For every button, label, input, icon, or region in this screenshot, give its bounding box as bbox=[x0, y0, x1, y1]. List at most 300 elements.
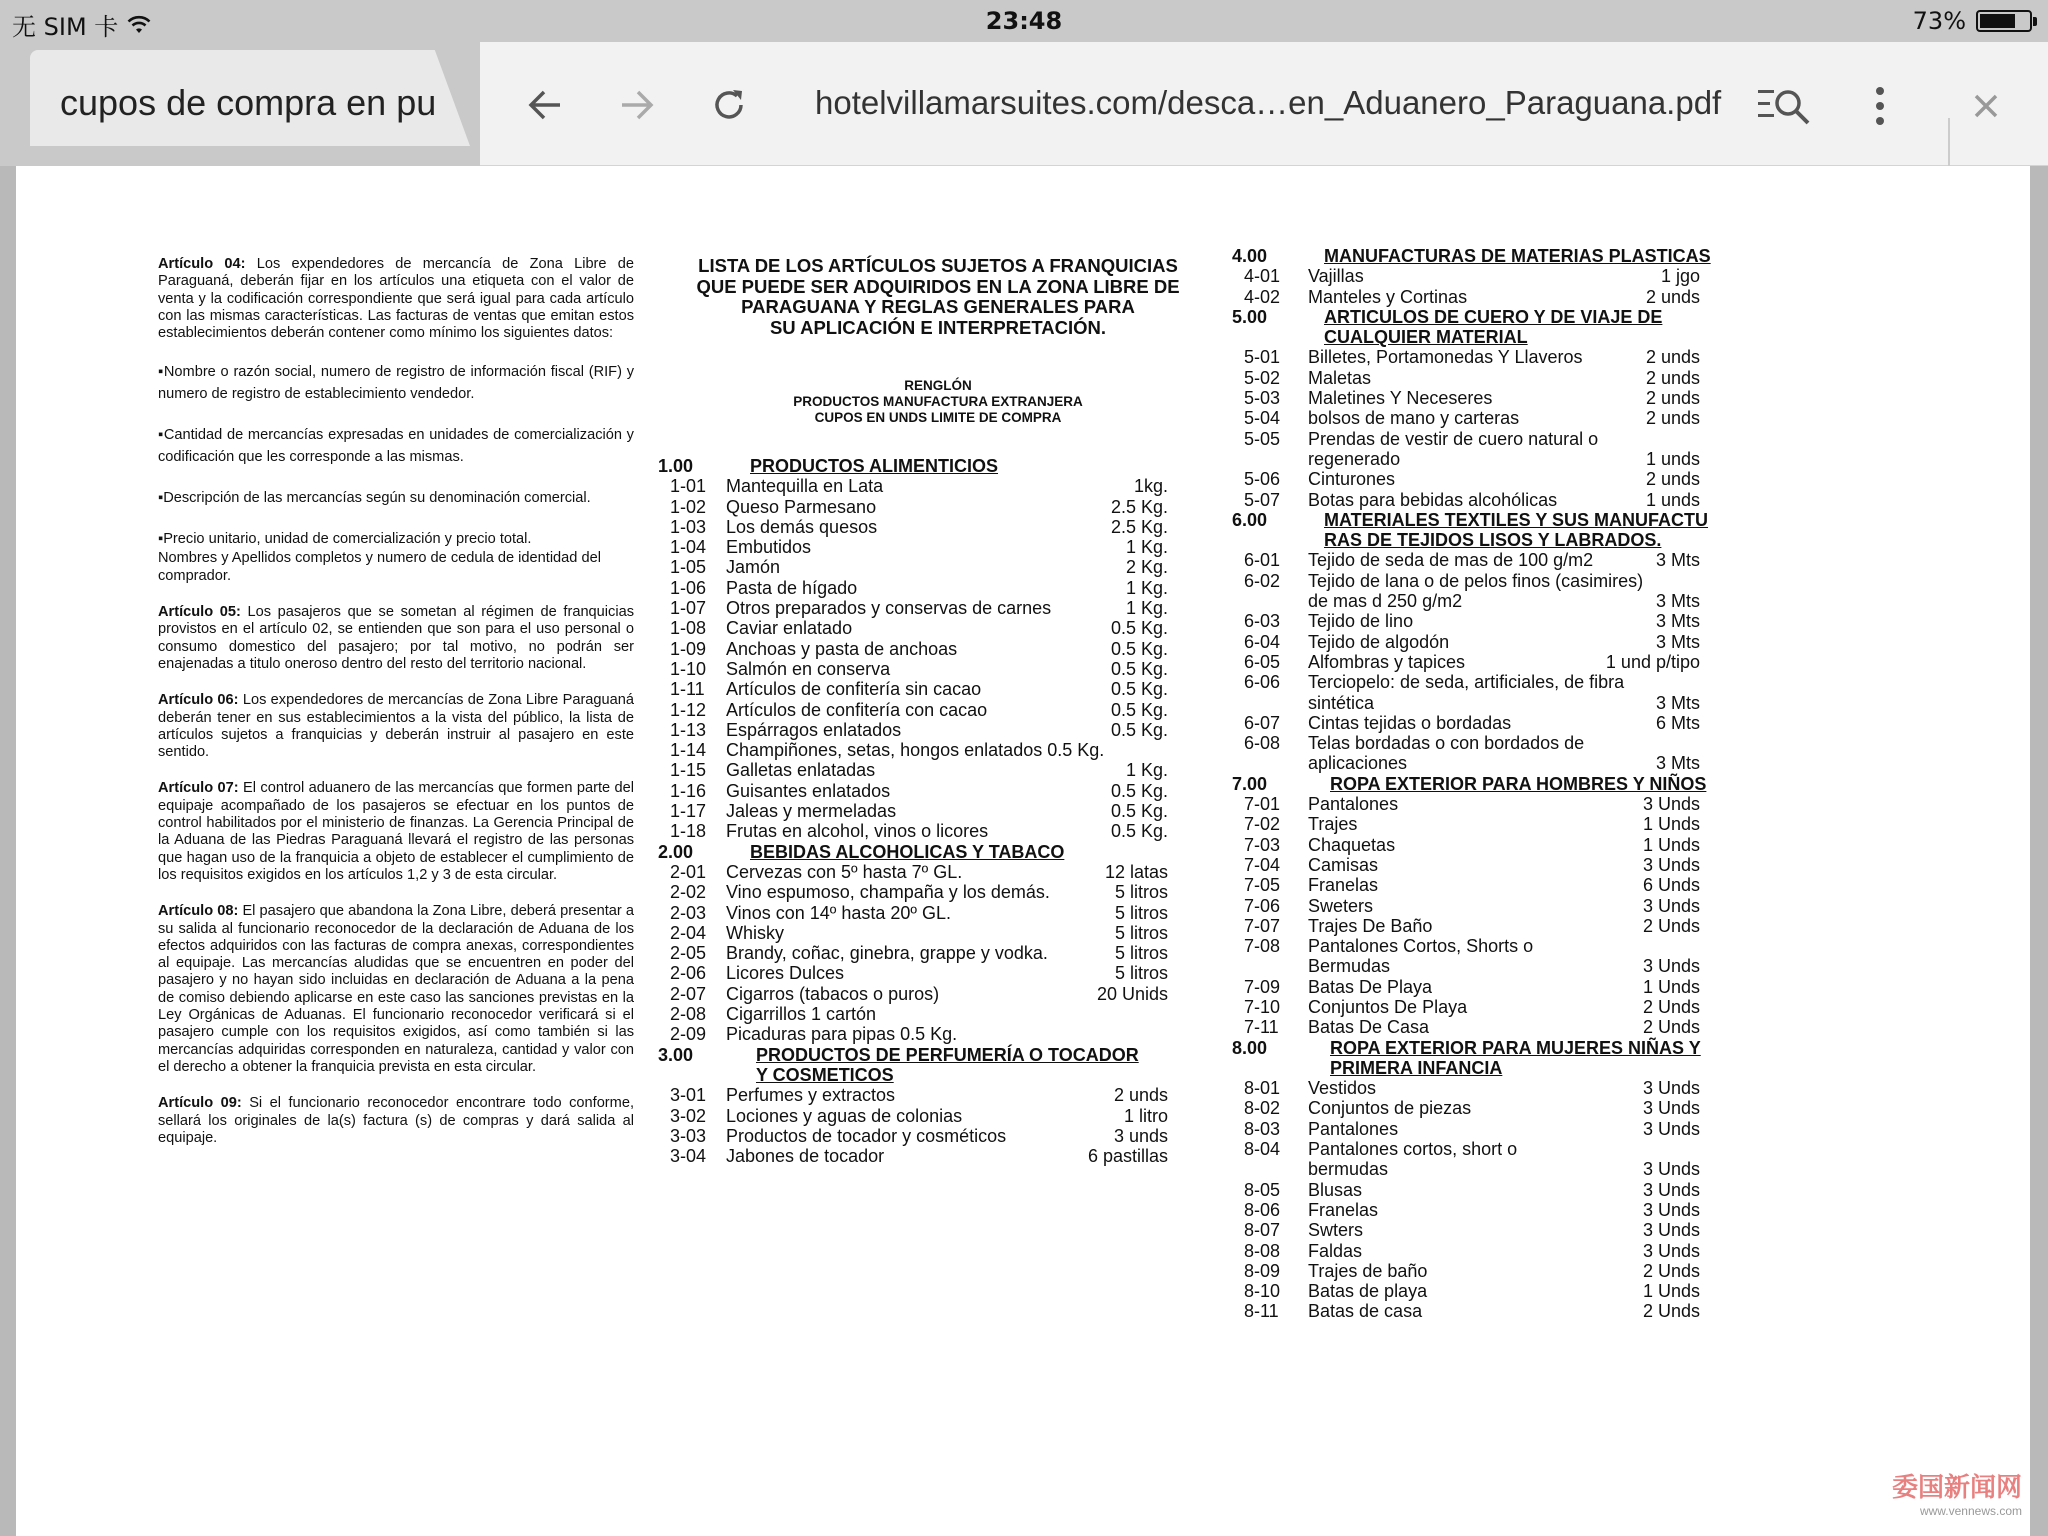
item-quantity: 3 Unds bbox=[1642, 1240, 1700, 1261]
list-item bbox=[1232, 916, 1700, 936]
article-heading: Artículo 06: bbox=[158, 692, 239, 709]
item-code: 5-02 bbox=[1244, 367, 1281, 388]
item-description: Brandy, coñac, ginebra, grappe y vodka. bbox=[726, 943, 1048, 964]
section-number: 5.00 bbox=[1232, 306, 1268, 327]
list-item bbox=[1232, 632, 1700, 652]
item-description: Perfumes y extractos bbox=[726, 1085, 896, 1106]
item-code: 6-05 bbox=[1244, 651, 1281, 672]
item-quantity: 3 Mts bbox=[1655, 591, 1700, 612]
list-item bbox=[1232, 896, 1700, 916]
section-heading bbox=[1232, 307, 1700, 327]
item-quantity: 1 Kg. bbox=[1125, 598, 1168, 619]
item-code: 6-02 bbox=[1244, 570, 1281, 591]
list-item bbox=[1232, 693, 1700, 713]
item-description: Caviar enlatado bbox=[726, 618, 853, 639]
item-description: Pantalones bbox=[1308, 1118, 1399, 1139]
item-description: Cigarrillos 1 cartón bbox=[726, 1004, 877, 1025]
item-quantity: 2 Kg. bbox=[1125, 557, 1168, 578]
section-heading bbox=[658, 1045, 1168, 1065]
find-in-page-icon[interactable] bbox=[1756, 84, 1814, 128]
list-item bbox=[658, 903, 1168, 923]
item-quantity: 2 unds bbox=[1645, 388, 1700, 409]
item-code: 5-01 bbox=[1244, 347, 1281, 368]
item-description: Jabones de tocador bbox=[726, 1146, 885, 1167]
item-code: 2-06 bbox=[670, 963, 707, 984]
item-quantity: 2 unds bbox=[1645, 286, 1700, 307]
item-code: 7-09 bbox=[1244, 976, 1281, 997]
item-description: Batas De Playa bbox=[1308, 976, 1433, 997]
item-description: Queso Parmesano bbox=[726, 496, 877, 517]
title-line: QUE PUEDE SER ADQUIRIDOS EN LA ZONA LIBRE DE bbox=[696, 275, 1180, 297]
section-heading bbox=[1232, 773, 1707, 794]
list-item bbox=[658, 659, 1168, 679]
item-description: Otros preparados y conservas de carnes bbox=[726, 598, 1052, 619]
item-description: Blusas bbox=[1308, 1179, 1363, 1200]
item-quantity: 3 Unds bbox=[1642, 854, 1700, 875]
item-quantity: 3 Unds bbox=[1642, 1098, 1700, 1119]
list-item bbox=[1232, 1241, 1700, 1261]
article-05 bbox=[158, 604, 634, 673]
bullet-item: ▪Cantidad de mercancías expresadas en unidades de comercialización y codificación que les corresponde a las mismas. bbox=[158, 427, 634, 466]
item-quantity: 3 Unds bbox=[1642, 1220, 1700, 1241]
item-quantity: 2 unds bbox=[1645, 469, 1700, 490]
item-quantity: 1kg. bbox=[1133, 476, 1168, 497]
item-quantity: 2 unds bbox=[1645, 408, 1700, 429]
list-item bbox=[1232, 1078, 1700, 1098]
list-column-right bbox=[1232, 246, 1732, 1322]
item-code: 8-09 bbox=[1244, 1260, 1281, 1281]
browser-toolbar bbox=[0, 42, 2048, 166]
item-description: Los demás quesos bbox=[726, 516, 878, 537]
list-item bbox=[658, 517, 1168, 537]
item-code: 8-03 bbox=[1244, 1118, 1281, 1139]
bullet-item: ▪Precio unitario, unidad de comercialización y precio total. bbox=[158, 531, 532, 548]
item-quantity: 2 Unds bbox=[1642, 996, 1700, 1017]
item-code: 6-06 bbox=[1244, 672, 1281, 693]
list-item bbox=[1232, 1301, 1700, 1321]
item-description: Alfombras y tapices bbox=[1308, 651, 1466, 672]
list-item bbox=[1232, 1261, 1700, 1281]
item-quantity: 0.5 Kg. bbox=[1110, 719, 1168, 740]
item-description: bolsos de mano y carteras bbox=[1308, 408, 1520, 429]
list-item bbox=[1232, 1200, 1700, 1220]
item-code: 2-03 bbox=[670, 902, 707, 923]
list-item bbox=[658, 760, 1168, 780]
item-description: Conjuntos de piezas bbox=[1308, 1098, 1472, 1119]
article-06 bbox=[158, 692, 634, 761]
item-description: Sweters bbox=[1308, 895, 1374, 916]
section-title: ARTICULOS DE CUERO Y DE VIAJE DE bbox=[1324, 306, 1663, 327]
list-item bbox=[1232, 388, 1700, 408]
item-quantity: 2 Unds bbox=[1642, 1017, 1700, 1038]
item-description: Camisas bbox=[1308, 854, 1379, 875]
list-item bbox=[658, 882, 1168, 902]
section-title: ROPA EXTERIOR PARA HOMBRES Y NIÑOS bbox=[1330, 773, 1707, 794]
list-item bbox=[1232, 1220, 1700, 1240]
item-code: 1-07 bbox=[670, 598, 707, 619]
bullet-item: ▪Nombre o razón social, numero de registro de información fiscal (RIF) y numero de registro de establecimiento vendedor. bbox=[158, 364, 634, 403]
item-description: Faldas bbox=[1308, 1240, 1363, 1261]
section-items bbox=[1232, 550, 1700, 773]
item-code: 5-05 bbox=[1244, 428, 1281, 449]
item-quantity: 0.5 Kg. bbox=[1110, 801, 1168, 822]
item-code: 2-08 bbox=[670, 1004, 707, 1025]
item-code: 2-09 bbox=[670, 1024, 707, 1045]
section-title: RAS DE TEJIDOS LISOS Y LABRADOS. bbox=[1324, 530, 1662, 551]
section-number: 4.00 bbox=[1232, 246, 1268, 266]
list-item bbox=[658, 923, 1168, 943]
item-quantity: 2.5 Kg. bbox=[1110, 516, 1168, 537]
item-code: 3-01 bbox=[670, 1085, 707, 1106]
item-code: 5-06 bbox=[1244, 469, 1281, 490]
article-heading: Artículo 08: bbox=[158, 903, 239, 920]
list-item bbox=[658, 598, 1168, 618]
item-code: 1-03 bbox=[670, 516, 707, 537]
list-column-middle bbox=[658, 256, 1198, 1166]
item-quantity: 5 litros bbox=[1114, 963, 1168, 984]
section-title: PRODUCTOS DE PERFUMERÍA O TOCADOR bbox=[756, 1044, 1139, 1065]
list-item bbox=[1232, 1180, 1700, 1200]
item-code: 1-11 bbox=[670, 679, 705, 700]
article-04 bbox=[158, 256, 634, 342]
item-description: Guisantes enlatados bbox=[726, 780, 891, 801]
renglon-line: RENGLÓN bbox=[904, 378, 972, 393]
list-item bbox=[1232, 936, 1700, 956]
list-item bbox=[1232, 875, 1700, 895]
url-bar[interactable]: hotelvillamarsuites.com/desca…en_Aduanero_Paraguana.pdf bbox=[815, 84, 1722, 121]
item-description: Prendas de vestir de cuero natural o bbox=[1308, 428, 1599, 449]
list-item bbox=[1232, 266, 1700, 286]
item-quantity: 0.5 Kg. bbox=[1110, 699, 1168, 720]
list-item bbox=[658, 1004, 1168, 1024]
item-code: 7-03 bbox=[1244, 834, 1281, 855]
item-description: Batas de casa bbox=[1308, 1301, 1423, 1322]
item-quantity: 3 Unds bbox=[1642, 1078, 1700, 1099]
bullet-text: Precio unitario, unidad de comercialización y precio total. bbox=[163, 531, 532, 548]
section-heading bbox=[1232, 1038, 1700, 1058]
item-code: 7-05 bbox=[1244, 875, 1281, 896]
item-description: Galletas enlatadas bbox=[726, 760, 876, 781]
item-quantity: 20 Unids bbox=[1096, 983, 1168, 1004]
article-text: El control aduanero de las mercancías que formen parte del equipaje acompañado de los pasajeros se efectuar en los puntos de control habilitados por el ministerio de finanzas. La Gerencia Principal de la Aduana de las Piedras Paraguaná llevará el registro de las personas que hagan uso de la franquicia a objeto de establecer el cumplimiento de los requisitos exigidos en los artículos 1,2 y 3 de esta circular. bbox=[158, 780, 634, 883]
item-code: 1-02 bbox=[670, 496, 707, 517]
list-item bbox=[658, 497, 1168, 517]
battery-fill bbox=[1980, 14, 2015, 28]
item-quantity: 1 jgo bbox=[1660, 266, 1700, 287]
list-item bbox=[1232, 469, 1700, 489]
list-item bbox=[658, 720, 1168, 740]
section-number: 2.00 bbox=[658, 841, 694, 862]
list-item bbox=[1232, 794, 1700, 814]
item-description: Trajes De Baño bbox=[1308, 915, 1433, 936]
item-quantity: 5 litros bbox=[1114, 902, 1168, 923]
list-item bbox=[658, 801, 1168, 821]
section-title: CUALQUIER MATERIAL bbox=[1324, 327, 1528, 348]
item-description: sintética bbox=[1308, 692, 1375, 713]
forward-arrow-icon[interactable] bbox=[612, 82, 662, 132]
item-description: Champiñones, setas, hongos enlatados 0.5 Kg. bbox=[726, 740, 1105, 761]
article-text: El pasajero que abandona la Zona Libre, deberá presentar a su salida al funcionario reconocedor de la declaración de Aduana de los efectos adquiridos con las facturas de compra anexas, correspondientes al equipaje. Las mercancías aludidas que se encuentren en poder del pasajero y no hayan sido incluidas en declaración de Aduana a la pena de comiso debiendo aplicarse en este caso las sanciones previstas en la Ley Orgánicas de Aduanas. El funcionario reconocedor verificará si el pasajero cumple con los requisitos exigidos, así como también si las mercancías adquiridas corresponden en naturaleza, cantidad y valor con el derecho a obtener la franquicia prevista en esta circular. bbox=[158, 903, 635, 1075]
list-item bbox=[1232, 1281, 1700, 1301]
list-item bbox=[658, 963, 1168, 983]
item-description: Billetes, Portamonedas Y Llaveros bbox=[1308, 347, 1583, 368]
item-quantity: 3 Mts bbox=[1655, 550, 1700, 571]
item-description: Franelas bbox=[1308, 875, 1379, 896]
item-quantity: 2 Unds bbox=[1642, 1260, 1700, 1281]
item-description: regenerado bbox=[1308, 448, 1401, 469]
list-item bbox=[1232, 977, 1700, 997]
section-heading bbox=[658, 456, 1168, 476]
list-item bbox=[658, 781, 1168, 801]
item-description: Artículos de confitería con cacao bbox=[726, 699, 988, 720]
item-code: 6-08 bbox=[1244, 733, 1281, 754]
item-code: 5-07 bbox=[1244, 489, 1281, 510]
item-description: Pantalones bbox=[1308, 794, 1399, 815]
status-bar bbox=[0, 0, 2048, 42]
section-number: 3.00 bbox=[658, 1044, 694, 1065]
list-item bbox=[1232, 956, 1700, 976]
list-item bbox=[658, 537, 1168, 557]
item-description: Swters bbox=[1308, 1220, 1364, 1241]
pdf-page bbox=[16, 166, 2030, 1536]
status-right bbox=[1913, 7, 2032, 35]
section-title: Y COSMETICOS bbox=[756, 1064, 894, 1085]
bullet-item: ▪Descripción de las mercancías según su denominación comercial. bbox=[158, 490, 591, 507]
item-code: 1-09 bbox=[670, 638, 707, 659]
section-title: MATERIALES TEXTILES Y SUS MANUFACTU bbox=[1324, 509, 1709, 530]
bullet-text: Nombre o razón social, numero de registro de información fiscal (RIF) y numero de registro de establecimiento vendedor. bbox=[158, 364, 634, 403]
item-quantity: 1 und p/tipo bbox=[1605, 651, 1700, 672]
section-heading-continued bbox=[1232, 327, 1700, 347]
list-item bbox=[1232, 1017, 1700, 1037]
item-quantity: 3 Mts bbox=[1655, 611, 1700, 632]
item-code: 8-01 bbox=[1244, 1078, 1281, 1099]
list-item bbox=[1232, 368, 1700, 388]
battery-icon bbox=[1976, 10, 2032, 32]
item-description: Cigarros (tabacos o puros) bbox=[726, 983, 940, 1004]
section-title: ROPA EXTERIOR PARA MUJERES NIÑAS Y bbox=[1330, 1037, 1701, 1058]
list-item bbox=[658, 557, 1168, 577]
item-quantity: 1 Kg. bbox=[1125, 760, 1168, 781]
list-item bbox=[1232, 611, 1700, 631]
item-description: Jamón bbox=[726, 557, 781, 578]
item-quantity: 1 Unds bbox=[1642, 834, 1700, 855]
section-title: PRODUCTOS ALIMENTICIOS bbox=[750, 456, 999, 476]
item-code: 5-04 bbox=[1244, 408, 1281, 429]
item-code: 1-08 bbox=[670, 618, 707, 639]
item-quantity: 1 litro bbox=[1123, 1105, 1168, 1126]
list-item bbox=[1232, 408, 1700, 428]
item-quantity: 6 pastillas bbox=[1087, 1146, 1168, 1167]
list-item bbox=[658, 639, 1168, 659]
section-heading bbox=[658, 842, 1168, 862]
list-item bbox=[1232, 1119, 1700, 1139]
item-code: 6-01 bbox=[1244, 550, 1281, 571]
section-title: BEBIDAS ALCOHOLICAS Y TABACO bbox=[750, 841, 1065, 862]
article-text: Los expendedores de mercancías de Zona Libre Paraguaná deberán tener en sus establecimientos a la vista del público, la lista de artículos sujetos a franquicias y deberán instruir al pasajero en este sentido. bbox=[158, 692, 634, 761]
article-09 bbox=[158, 1095, 634, 1147]
list-item bbox=[1232, 855, 1700, 875]
item-code: 1-05 bbox=[670, 557, 707, 578]
item-list bbox=[658, 456, 1168, 1166]
article-heading: Artículo 07: bbox=[158, 780, 239, 797]
title-line: SU APLICACIÓN E INTERPRETACIÓN. bbox=[769, 316, 1107, 338]
item-quantity: 3 Mts bbox=[1655, 692, 1700, 713]
item-description: Tejido de algodón bbox=[1308, 631, 1450, 652]
item-description: Embutidos bbox=[726, 537, 812, 558]
more-menu-icon[interactable] bbox=[1868, 86, 1892, 126]
item-description: Mantequilla en Lata bbox=[726, 476, 884, 497]
item-description: Tejido de lana o de pelos finos (casimires) bbox=[1308, 570, 1644, 591]
item-description: Batas De Casa bbox=[1308, 1017, 1430, 1038]
item-description: Jaleas y mermeladas bbox=[726, 801, 897, 822]
list-item bbox=[658, 821, 1168, 841]
bullet-text: Descripción de las mercancías según su denominación comercial. bbox=[163, 490, 591, 507]
item-description: Tejido de seda de mas de 100 g/m2 bbox=[1308, 550, 1594, 571]
section-title: PRIMERA INFANCIA bbox=[1330, 1057, 1503, 1078]
document-title bbox=[668, 256, 1208, 338]
item-quantity: 3 unds bbox=[1113, 1125, 1168, 1146]
item-code: 1-14 bbox=[670, 740, 707, 761]
watermark-name: 委国新闻网 bbox=[1891, 1473, 2022, 1503]
item-code: 8-07 bbox=[1244, 1220, 1281, 1241]
item-description: de mas d 250 g/m2 bbox=[1308, 591, 1463, 612]
item-code: 7-04 bbox=[1244, 854, 1281, 875]
item-description: Cinturones bbox=[1308, 469, 1396, 490]
list-item bbox=[658, 1106, 1168, 1126]
item-description: Batas de playa bbox=[1308, 1281, 1428, 1302]
item-description: Lociones y aguas de colonias bbox=[726, 1105, 963, 1126]
item-quantity: 3 Unds bbox=[1642, 895, 1700, 916]
item-description: Picaduras para pipas 0.5 Kg. bbox=[726, 1024, 958, 1045]
section-items bbox=[1232, 347, 1700, 509]
item-code: 2-02 bbox=[670, 882, 707, 903]
item-quantity: 2 unds bbox=[1645, 347, 1700, 368]
item-code: 7-10 bbox=[1244, 996, 1281, 1017]
section-number: 6.00 bbox=[1232, 509, 1268, 530]
item-code: 8-02 bbox=[1244, 1098, 1281, 1119]
list-item bbox=[658, 700, 1168, 720]
item-description: Trajes de baño bbox=[1308, 1260, 1428, 1281]
item-code: 2-07 bbox=[670, 983, 707, 1004]
item-code: 2-05 bbox=[670, 943, 707, 964]
item-code: 7-02 bbox=[1244, 814, 1281, 835]
item-description: Whisky bbox=[726, 922, 784, 943]
renglon-header bbox=[668, 378, 1208, 426]
section-heading-continued bbox=[658, 1065, 1168, 1085]
list-item bbox=[658, 578, 1168, 598]
item-code: 7-01 bbox=[1244, 794, 1281, 815]
item-quantity: 1 Unds bbox=[1642, 1281, 1700, 1302]
section-items bbox=[658, 476, 1168, 841]
list-item bbox=[658, 862, 1168, 882]
close-icon[interactable] bbox=[1964, 84, 2008, 128]
item-quantity: 0.5 Kg. bbox=[1110, 658, 1168, 679]
item-description: aplicaciones bbox=[1308, 753, 1408, 774]
article-text: Los expendedores de mercancía de Zona Libre de Paraguaná, deberán fijar en los artículos una etiqueta con el valor de venta y la codificación correspondiente que será igual para cada artículo con las mismas características. Las facturas de ventas que emitan estos establecimientos deberán contener como mínimo los siguientes datos: bbox=[158, 256, 635, 342]
item-quantity: 2 Unds bbox=[1642, 915, 1700, 936]
list-item bbox=[658, 1024, 1168, 1044]
item-quantity: 5 litros bbox=[1114, 943, 1168, 964]
item-quantity: 2 unds bbox=[1645, 367, 1700, 388]
section-heading bbox=[1232, 246, 1711, 266]
item-description: Productos de tocador y cosméticos bbox=[726, 1125, 1007, 1146]
item-quantity: 2.5 Kg. bbox=[1110, 496, 1168, 517]
watermark-logo bbox=[1892, 1467, 2022, 1518]
item-code: 1-04 bbox=[670, 537, 707, 558]
list-item bbox=[1232, 571, 1700, 591]
item-description: Pasta de hígado bbox=[726, 577, 858, 598]
tab-strip bbox=[0, 42, 480, 166]
item-quantity: 1 Kg. bbox=[1125, 537, 1168, 558]
section-heading bbox=[1232, 509, 1709, 530]
list-item bbox=[1232, 591, 1700, 611]
list-item bbox=[1232, 287, 1700, 307]
item-code: 7-06 bbox=[1244, 895, 1281, 916]
item-quantity: 1 Kg. bbox=[1125, 577, 1168, 598]
section-items bbox=[1232, 1078, 1700, 1322]
list-item bbox=[1232, 1139, 1700, 1159]
tab-title[interactable]: cupos de compra en pu bbox=[60, 82, 437, 123]
watermark-url: www.vennews.com bbox=[1919, 1504, 2022, 1518]
item-description: Vestidos bbox=[1308, 1078, 1377, 1099]
item-description: Pantalones cortos, short o bbox=[1308, 1139, 1518, 1160]
item-quantity: 3 Unds bbox=[1642, 956, 1700, 977]
item-code: 2-04 bbox=[670, 922, 707, 943]
bullet-continuation: Nombres y Apellidos completos y numero de cedula de identidad del comprador. bbox=[158, 550, 601, 584]
item-quantity: 0.5 Kg. bbox=[1110, 638, 1168, 659]
section-number: 7.00 bbox=[1232, 773, 1268, 794]
item-code: 8-11 bbox=[1244, 1301, 1279, 1322]
article-heading: Artículo 09: bbox=[158, 1095, 242, 1112]
item-description: Telas bordadas o con bordados de bbox=[1308, 733, 1585, 754]
list-item bbox=[1232, 490, 1700, 510]
list-item bbox=[1232, 429, 1700, 449]
item-quantity: 0.5 Kg. bbox=[1110, 780, 1168, 801]
list-item bbox=[1232, 814, 1700, 834]
item-description: Pantalones Cortos, Shorts o bbox=[1308, 936, 1534, 957]
list-item bbox=[658, 984, 1168, 1004]
item-description: Trajes bbox=[1308, 814, 1358, 835]
list-item bbox=[1232, 1159, 1700, 1179]
item-quantity: 2 unds bbox=[1113, 1085, 1168, 1106]
article-text: Si el funcionario reconocedor encontrare todo conforme, sellará los originales de la(s) factura (s) de compras y dará salida al equipaje. bbox=[158, 1095, 634, 1146]
item-code: 1-01 bbox=[670, 476, 707, 497]
reload-icon[interactable] bbox=[704, 82, 754, 132]
item-description: Botas para bebidas alcohólicas bbox=[1308, 489, 1558, 510]
section-items bbox=[1232, 794, 1700, 1038]
carrier-label: 无 SIM 卡 bbox=[12, 13, 119, 41]
battery-percent: 73% bbox=[1912, 7, 1966, 35]
item-quantity: 6 Mts bbox=[1655, 712, 1700, 733]
section-items bbox=[658, 1085, 1168, 1166]
item-description: Bermudas bbox=[1308, 956, 1391, 977]
title-line: PARAGUANA Y REGLAS GENERALES PARA bbox=[741, 296, 1135, 317]
list-item bbox=[1232, 835, 1700, 855]
item-description: Cervezas con 5º hasta 7º GL. bbox=[726, 861, 963, 882]
list-item bbox=[1232, 652, 1700, 672]
item-description: bermudas bbox=[1308, 1159, 1389, 1180]
list-item bbox=[1232, 347, 1700, 367]
back-arrow-icon[interactable] bbox=[520, 82, 570, 132]
list-item bbox=[1232, 713, 1700, 733]
item-description: Terciopelo: de seda, artificiales, de fibra bbox=[1308, 672, 1625, 693]
list-item bbox=[658, 618, 1168, 638]
item-code: 3-02 bbox=[670, 1105, 707, 1126]
item-quantity: 3 Mts bbox=[1655, 753, 1700, 774]
item-code: 2-01 bbox=[670, 861, 707, 882]
list-item bbox=[658, 679, 1168, 699]
